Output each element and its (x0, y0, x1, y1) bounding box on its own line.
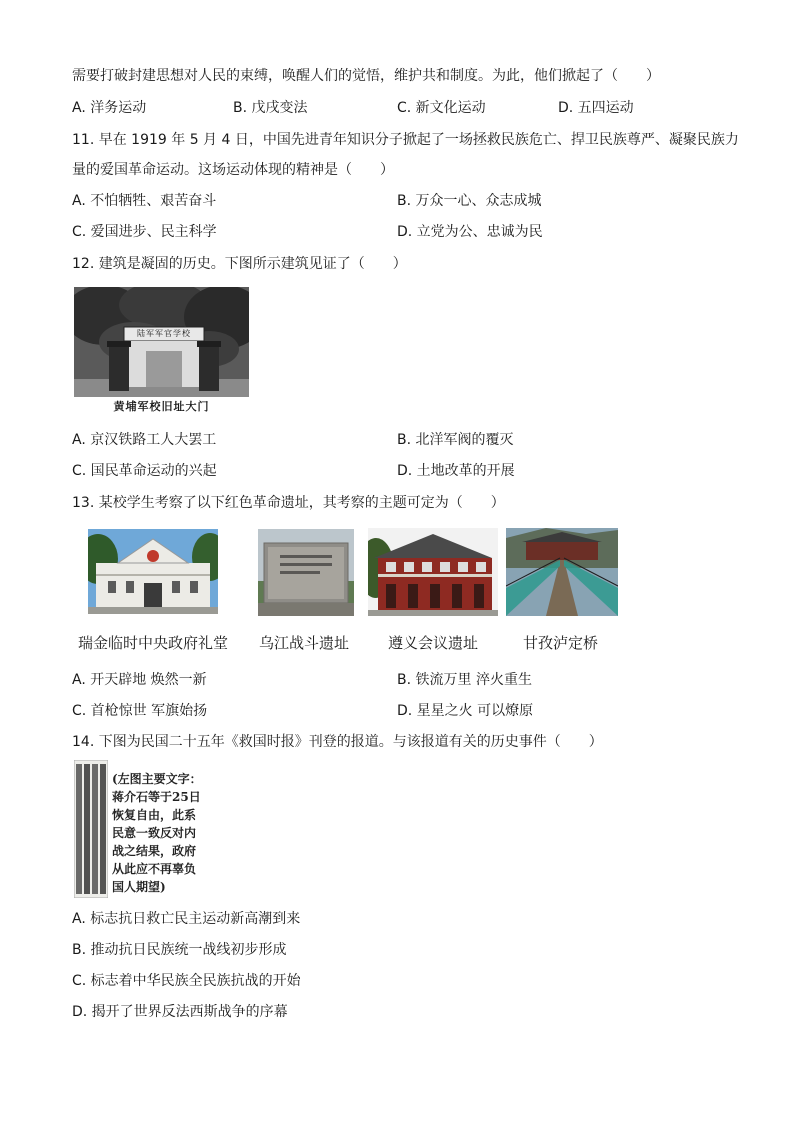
q10-option-b[interactable]: B. 戊戌变法 (233, 100, 308, 116)
q11-option-a[interactable]: A. 不怕牺牲、艰苦奋斗 (72, 193, 217, 209)
q11-option-d[interactable]: D. 立党为公、忠诚为民 (397, 224, 543, 240)
q13-option-c[interactable]: C. 首枪惊世 军旗始扬 (72, 703, 208, 719)
note-line-2: 蒋介石等于25日 (112, 790, 201, 804)
q11-stem-line1: 11. 早在 1919 年 5 月 4 日，中国先进青年知识分子掀起了一场拯救民族危亡、捍卫民族尊严、凝聚民族力 (72, 132, 739, 148)
note-line-5: 战之结果，政府 (112, 844, 197, 858)
q10-option-c[interactable]: C. 新文化运动 (397, 100, 486, 116)
ruijin-auditorium-photo (88, 529, 218, 614)
note-line-7: 国人期望) (112, 880, 166, 894)
zunyi-meeting-site-photo (368, 528, 498, 616)
luding-bridge-photo (506, 528, 618, 616)
q10-stem: 需要打破封建思想对人民的束缚，唤醒人们的觉悟，维护共和制度。为此，他们掀起了（ ） (72, 68, 660, 84)
site-label-zunyi: 遵义会议遗址 (388, 634, 479, 652)
q12-stem: 12. 建筑是凝固的历史。下图所示建筑见证了（ ） (72, 256, 407, 272)
gate-photo-caption: 黄埔军校旧址大门 (113, 400, 210, 413)
q14-option-c[interactable]: C. 标志着中华民族全民族抗战的开始 (72, 973, 301, 989)
whampoa-gate-photo (74, 287, 249, 417)
q11-option-b[interactable]: B. 万众一心、众志成城 (397, 193, 542, 209)
q14-stem: 14. 下图为民国二十五年《救国时报》刊登的报道。与该报道有关的历史事件（ ） (72, 734, 603, 750)
gate-sign: 陆军军官学校 (137, 329, 191, 338)
site-label-ruijin: 瑞金临时中央政府礼堂 (78, 634, 229, 652)
q12-option-c[interactable]: C. 国民革命运动的兴起 (72, 463, 217, 479)
newspaper-clipping-image (74, 760, 108, 898)
note-line-6: 从此应不再辜负 (112, 862, 197, 876)
q12-option-a[interactable]: A. 京汉铁路工人大罢工 (72, 432, 217, 448)
q13-option-d[interactable]: D. 星星之火 可以燎原 (397, 703, 534, 719)
q13-option-a[interactable]: A. 开天辟地 焕然一新 (72, 672, 207, 688)
q14-option-a[interactable]: A. 标志抗日救亡民主运动新高潮到来 (72, 911, 301, 927)
wujiang-battle-site-photo (258, 529, 354, 616)
site-label-wujiang: 乌江战斗遗址 (259, 634, 350, 652)
q11-option-c[interactable]: C. 爱国进步、民主科学 (72, 224, 217, 240)
note-line-3: 恢复自由，此系 (112, 808, 197, 822)
q14-option-d[interactable]: D. 揭开了世界反法西斯战争的序幕 (72, 1004, 288, 1020)
q11-stem-line2: 量的爱国革命运动。这场运动体现的精神是（ ） (72, 162, 394, 178)
q14-option-b[interactable]: B. 推动抗日民族统一战线初步形成 (72, 942, 287, 958)
q13-stem: 13. 某校学生考察了以下红色革命遗址，其考察的主题可定为（ ） (72, 495, 505, 511)
q10-option-a[interactable]: A. 洋务运动 (72, 100, 147, 116)
q13-option-b[interactable]: B. 铁流万里 淬火重生 (397, 672, 532, 688)
newspaper-text-note (112, 770, 202, 896)
note-line-1: (左图主要文字： (112, 772, 202, 786)
note-line-4: 民意一致反对内 (112, 826, 197, 840)
q12-option-b[interactable]: B. 北洋军阀的覆灭 (397, 432, 514, 448)
q10-option-d[interactable]: D. 五四运动 (558, 100, 634, 116)
q12-option-d[interactable]: D. 土地改革的开展 (397, 463, 515, 479)
site-label-luding: 甘孜泸定桥 (523, 634, 599, 652)
